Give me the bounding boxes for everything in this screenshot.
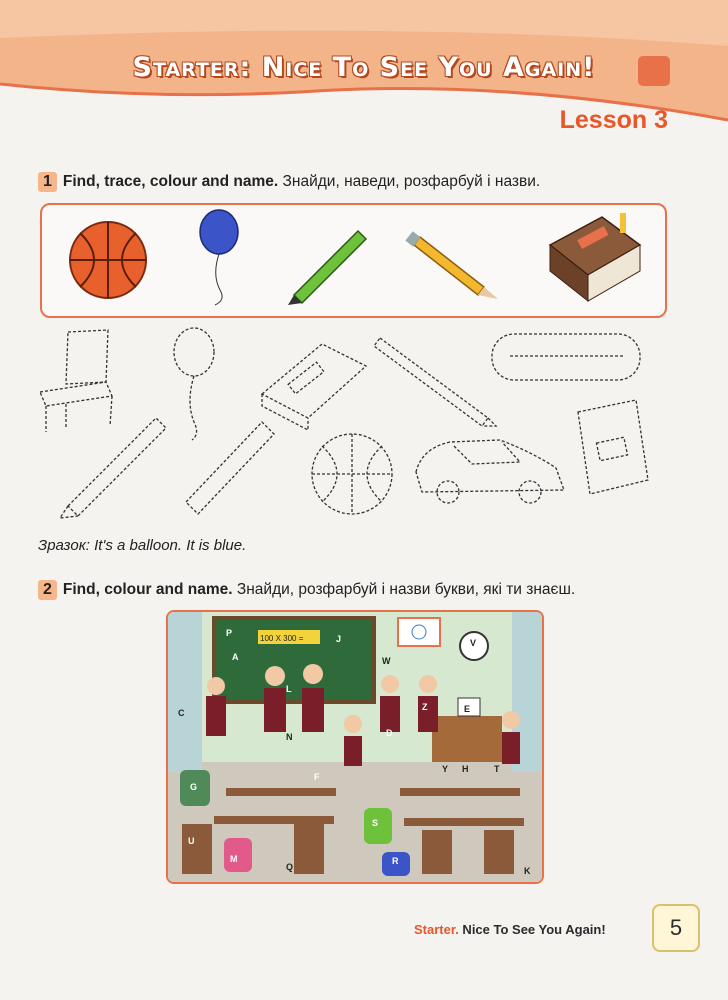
svg-text:L: L [286, 684, 292, 694]
sample-label: Зразок [38, 537, 86, 554]
svg-text:Q: Q [286, 862, 294, 872]
svg-text:C: C [178, 708, 185, 718]
page-title: Starter: Nice To See You Again! [132, 52, 596, 83]
task-instruction-en: Find, colour and name. [62, 581, 233, 598]
svg-text:M: M [230, 854, 238, 864]
task-instruction-uk: Знайди, розфарбуй і назви букви, які ти знаєш. [236, 581, 576, 598]
ball-outline-icon [312, 434, 392, 514]
svg-text:U: U [188, 836, 195, 846]
chair-outline-icon [40, 330, 112, 432]
svg-text:H: H [462, 764, 469, 774]
svg-text:E: E [464, 704, 471, 714]
balloon-icon [200, 210, 238, 305]
task-instruction-en: Find, trace, colour and name. [62, 173, 279, 190]
car-outline-icon [416, 440, 564, 503]
task-2-heading [38, 580, 575, 600]
svg-text:K: K [524, 866, 531, 876]
book-icon [550, 213, 640, 301]
task-instruction-uk: Знайди, наведи, розфарбуй і назви. [282, 173, 541, 190]
trace-items [30, 322, 670, 522]
svg-text:A: A [232, 652, 239, 662]
svg-text:P: P [226, 628, 233, 638]
notebook-outline-icon [578, 400, 648, 494]
pen-icon [288, 231, 366, 305]
svg-text:G: G [190, 782, 198, 792]
marker-outline-icon [186, 422, 274, 514]
sample-text: : It's a balloon. It is blue. [85, 537, 247, 554]
coloured-items-box [40, 203, 667, 318]
task-1-heading [38, 172, 540, 192]
footer-title: Nice To See You Again! [458, 922, 606, 937]
footer-label [414, 922, 606, 937]
page-number: 5 [652, 904, 700, 952]
pen-outline-icon [60, 418, 166, 518]
svg-text:T: T [494, 764, 500, 774]
book-outline-icon [262, 344, 366, 430]
svg-text:V: V [470, 638, 477, 648]
coloured-items [42, 205, 665, 316]
pencil-icon [405, 231, 498, 299]
svg-text:N: N [286, 732, 293, 742]
basketball-icon [70, 222, 146, 298]
svg-text:J: J [336, 634, 342, 644]
pencil-outline-icon [374, 338, 496, 426]
svg-text:F: F [314, 772, 320, 782]
pencil-case-outline-icon [492, 334, 640, 380]
lesson-label: Lesson 3 [559, 106, 668, 134]
sample-sentence [38, 537, 246, 554]
task-number: 2 [38, 580, 57, 600]
svg-text:D: D [386, 728, 393, 738]
svg-text:S: S [372, 818, 379, 828]
svg-text:Y: Y [442, 764, 449, 774]
board-text: 100 X 300 = [260, 634, 304, 643]
svg-text:R: R [392, 856, 399, 866]
classroom-illustration [166, 610, 544, 884]
balloon-outline-icon [174, 328, 214, 440]
svg-text:W: W [382, 656, 391, 666]
svg-text:Z: Z [422, 702, 428, 712]
classroom-scene [168, 612, 542, 882]
footer-section: Starter. [414, 922, 459, 937]
task-number: 1 [38, 172, 57, 192]
